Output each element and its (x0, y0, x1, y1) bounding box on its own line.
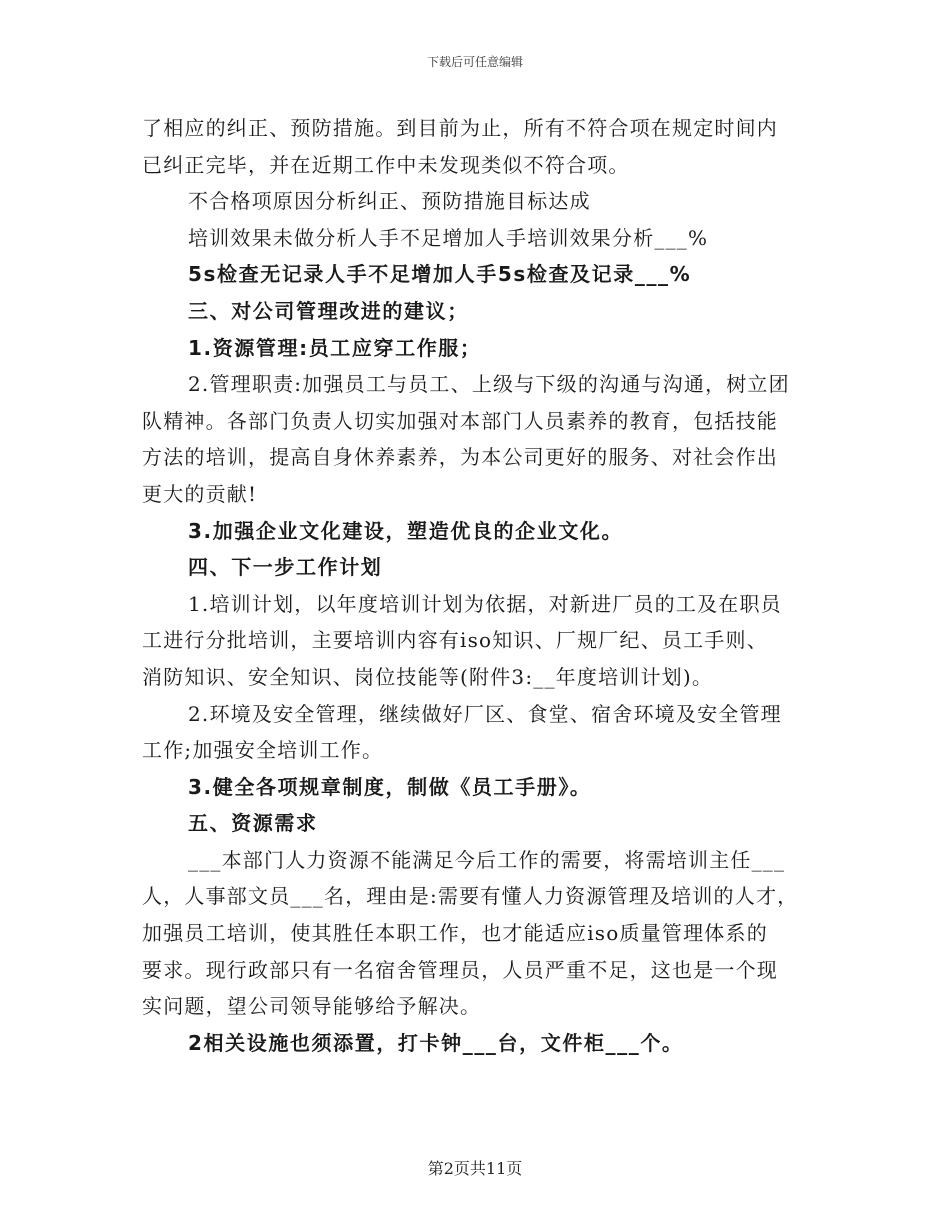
text-line: 不合格项原因分析纠正、预防措施目标达成 (188, 189, 591, 214)
text-line: 3.健全各项规章制度，制做《员工手册》。 (188, 774, 592, 799)
text-line: 已纠正完毕，并在近期工作中未发现类似不符合项。 (142, 152, 630, 177)
text-line: 实问题，望公司领导能够给予解决。 (142, 994, 482, 1019)
text-line: 方法的培训，提高自身休养素养，为本公司更好的服务、对社会作出 (142, 445, 778, 470)
text-line: 培训效果未做分析人手不足增加人手培训效果分析___% (188, 225, 709, 250)
text-line: 了相应的纠正、预防措施。到目前为止，所有不符合项在规定时间内 (142, 116, 778, 140)
text-line: 工进行分批培训，主要培训内容有iso知识、厂规厂纪、员工手则、 (142, 628, 768, 653)
text-line: 2.环境及安全管理，继续做好厂区、食堂、宿舍环境及安全管理 (188, 701, 782, 726)
text-line: ___本部门人力资源不能满足今后工作的需要，将需培训主任___ (188, 847, 786, 872)
section-heading: 四、下一步工作计划 (188, 555, 383, 580)
text-line: 要求。现行政部只有一名宿舍管理员，人员严重不足，这也是一个现 (142, 957, 778, 982)
text-line: 加强员工培训，使其胜任本职工作，也才能适应iso质量管理体系的 (142, 921, 768, 946)
page-header-note: 下载后可任意编辑 (426, 55, 523, 69)
section-heading: 五、资源需求 (188, 811, 318, 836)
text-line: 5s检查无记录人手不足增加人手5s检查及记录___% (188, 262, 692, 287)
page-number: 第2页共11页 (427, 1159, 523, 1178)
text-line: 2.管理职责:加强员工与员工、上级与下级的沟通与沟通，树立团 (188, 372, 790, 397)
text-line: 队精神。各部门负责人切实加强对本部门人员素养的教育，包括技能 (142, 408, 778, 433)
section-heading: 三、对公司管理改进的建议； (188, 298, 469, 323)
text-line: 消防知识、安全知识、岗位技能等(附件3:__年度培训计划)。 (142, 664, 714, 689)
text-line: 1.培训计划，以年度培训计划为依据，对新进厂员的工及在职员 (188, 591, 782, 616)
text-line: 工作;加强安全培训工作。 (142, 738, 384, 763)
text-line: 更大的贡献! (142, 481, 258, 506)
text-line: 1.资源管理:员工应穿工作服； (188, 335, 482, 360)
text-line: 人，人事部文员___名，理由是:需要有懂人力资源管理及培训的人才， (142, 884, 799, 909)
document-body (142, 110, 810, 1061)
text-line: 3.加强企业文化建设，塑造优良的企业文化。 (188, 518, 624, 543)
text-line: 2相关设施也须添置，打卡钟___台，文件柜___个。 (188, 1030, 684, 1055)
